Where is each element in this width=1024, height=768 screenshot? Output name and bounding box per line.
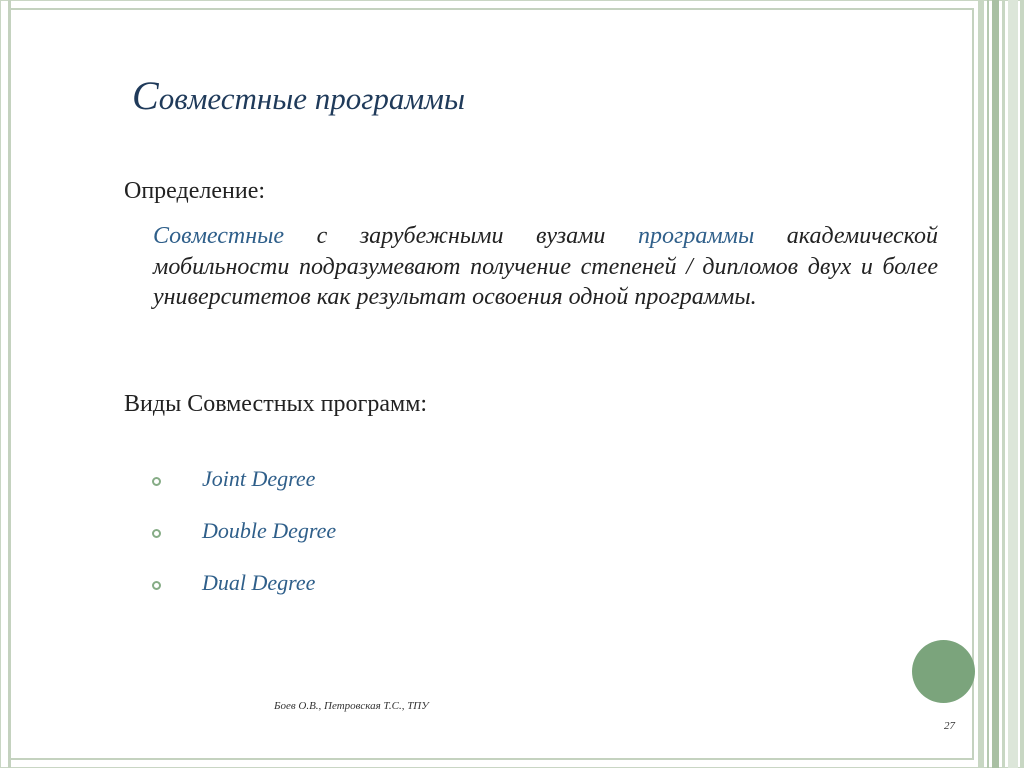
definition-term-joint: Совместные <box>153 223 285 249</box>
decorative-circle <box>912 640 975 703</box>
slide-title-initial: С <box>132 73 159 118</box>
definition-text-part: академической мобильности подразумевают получение степеней / дипломов двух и более университетов как результат освоения одной программы. <box>153 223 938 310</box>
bullet-circle-icon <box>152 529 161 538</box>
definition-term-programs: программы <box>638 223 755 249</box>
type-label: Double Degree <box>202 518 337 543</box>
bullet-circle-icon <box>152 581 161 590</box>
types-label: Виды Совместных программ: <box>124 391 428 417</box>
right-decor-stripe <box>1020 0 1024 768</box>
bullet-circle-icon <box>152 477 161 486</box>
slide-title-rest: овместные программы <box>158 81 465 116</box>
type-label: Joint Degree <box>202 466 316 491</box>
right-decor-stripe <box>1002 0 1005 768</box>
frame-line-right <box>972 8 974 760</box>
frame-line-bottom <box>8 758 974 760</box>
right-decor-stripe <box>987 0 989 768</box>
slide-footer: Боев О.В., Петровская Т.С., ТПУ <box>274 700 429 712</box>
definition-label: Определение: <box>124 178 266 204</box>
definition-text-part: с зарубежными вузами <box>284 223 638 249</box>
type-label: Dual Degree <box>202 570 316 595</box>
frame-line-top <box>8 8 974 10</box>
frame-line-left <box>8 0 11 768</box>
right-decor-stripe <box>1008 0 1018 768</box>
right-decor-stripe <box>992 0 999 768</box>
right-decor-stripe <box>978 0 984 768</box>
definition-text <box>153 221 938 313</box>
page-number: 27 <box>944 720 955 732</box>
slide-title <box>132 72 465 119</box>
